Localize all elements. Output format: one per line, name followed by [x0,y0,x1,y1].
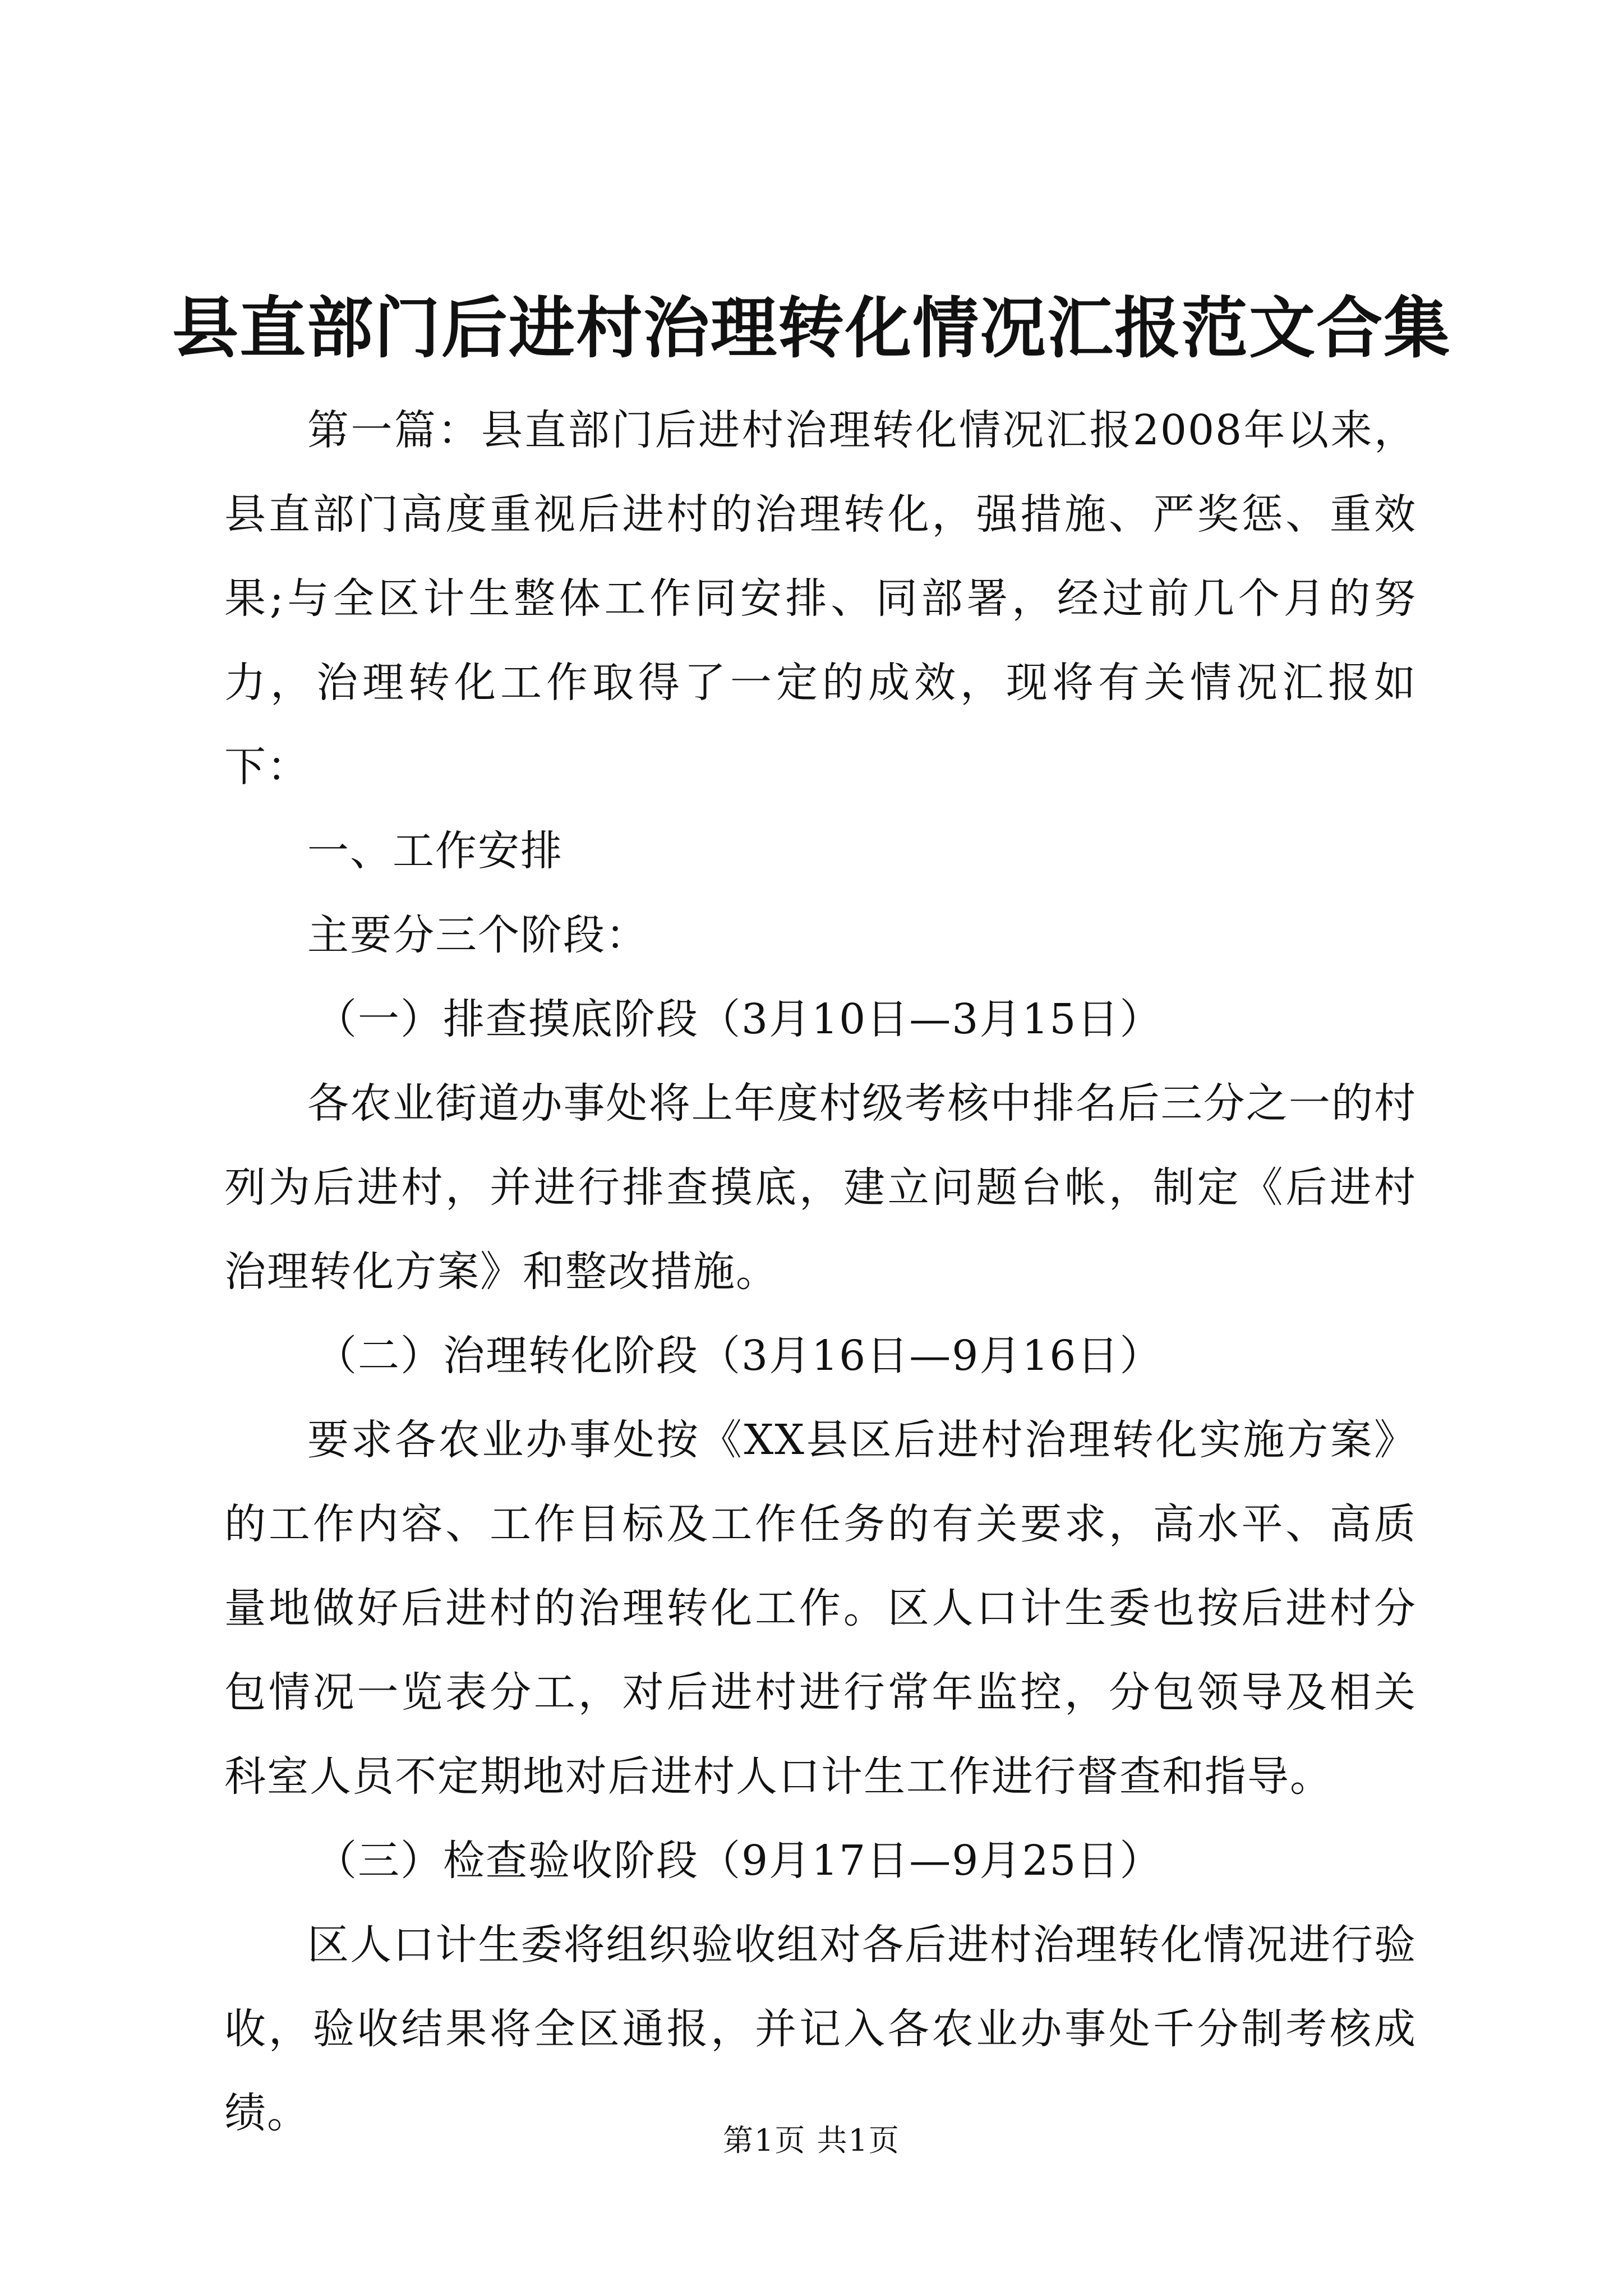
paragraph-survey: 各农业街道办事处将上年度村级考核中排名后三分之一的村列为后进村，并进行排查摸底，建立问题台帐，制定《后进村治理转化方案》和整改措施。 [224,1079,1417,1296]
stage-heading-survey: （一）排查摸底阶段（3月10日—3月15日） [315,995,1163,1043]
paragraph-transformation: 要求各农业办事处按《XX县区后进村治理转化实施方案》的工作内容、工作目标及工作任务的有关要求，高水平、高质量地做好后进村的治理转化工作。区人口计生委也按后进村分包情况一览表分工，对后进村进行常年监控，分包领导及相关科室人员不定期地对后进村人口计生工作进行督查和指导。 [224,1416,1417,1801]
paragraph-three-stages: 主要分三个阶段： [307,911,648,959]
document-title: 县直部门后进村治理转化情况汇报范文合集 [172,289,1451,367]
document-body [224,388,1417,2155]
page-footer: 第1页 共1页 [723,2123,900,2158]
section-heading-work-arrangement: 一、工作安排 [307,827,563,875]
paragraph-intro: 第一篇：县直部门后进村治理转化情况汇报2008年以来，县直部门高度重视后进村的治理转化，强措施、严奖惩、重效果;与全区计生整体工作同安排、同部署，经过前几个月的努力，治理转化工作取得了一定的成效，现将有关情况汇报如下： [224,406,1417,791]
paragraph-inspection: 区人口计生委将组织验收组对各后进村治理转化情况进行验收，验收结果将全区通报，并记入各农业办事处千分制考核成绩。 [224,1921,1417,2137]
stage-heading-inspection: （三）检查验收阶段（9月17日—9月25日） [315,1837,1163,1885]
stage-heading-transformation: （二）治理转化阶段（3月16日—9月16日） [315,1332,1163,1380]
